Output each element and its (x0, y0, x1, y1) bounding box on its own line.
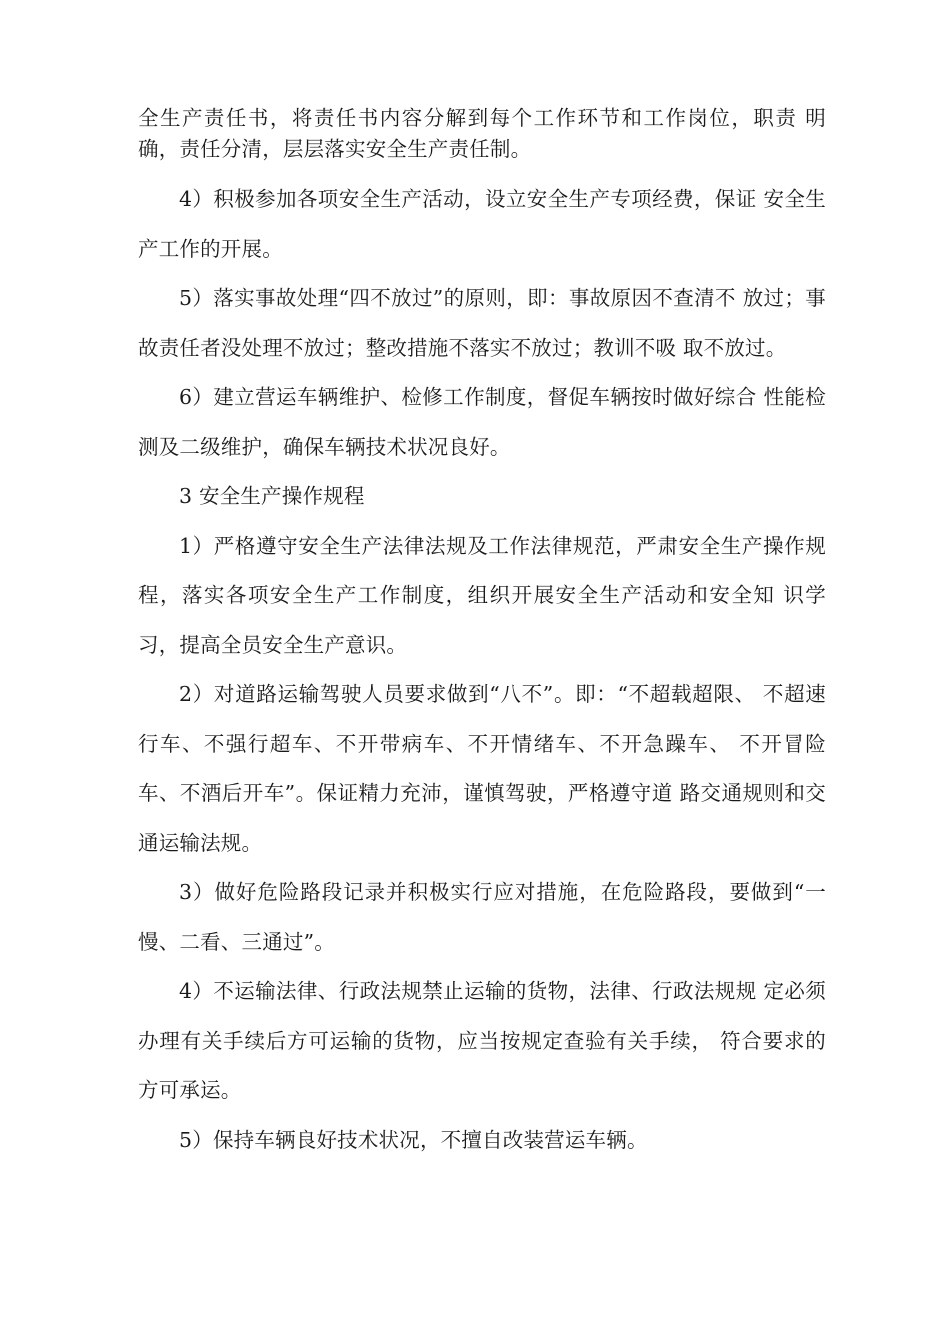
paragraph-rule-3-dangerous-sections: 3）做好危险路段记录并积极实行应对措施，在危险路段，要做到“一慢、二看、三通过”。 (138, 880, 826, 954)
paragraph-item-6-maintenance: 6）建立营运车辆维护、检修工作制度，督促车辆按时做好综合 性能检测及二级维护，确保车辆技术状况良好。 (138, 385, 826, 459)
paragraph-rule-1-compliance: 1）严格遵守安全生产法律法规及工作法律规范，严肃安全生产操作规程，落实各项安全生产工作制度，组织开展安全生产活动和安全知 识学习，提高全员安全生产意识。 (138, 533, 826, 657)
paragraph-rule-2-eight-nots: 2）对道路运输驾驶人员要求做到“八不”。即：“不超载超限、 不超速行车、不强行超车、不开带病车、不开情绪车、不开急躁车、 不开冒险车、不酒后开车”。保证精力充沛，谨慎驾驶，严格遵守道 路交通规则和交通运输法规。 (138, 682, 826, 855)
paragraph-rule-5-vehicle-condition: 5）保持车辆良好技术状况，不擅自改装营运车辆。 (179, 1127, 648, 1152)
paragraph-item-5-four-nots: 5）落实事故处理“四不放过”的原则，即：事故原因不查清不 放过；事故责任者没处理不放过；整改措施不落实不放过；教训不吸 取不放过。 (138, 286, 826, 360)
paragraph-rule-4-prohibited-goods: 4）不运输法律、行政法规禁止运输的货物，法律、行政法规规 定必须办理有关手续后方可运输的货物，应当按规定查验有关手续， 符合要求的方可承运。 (138, 979, 826, 1102)
paragraph-item-4-activities: 4）积极参加各项安全生产活动，设立安全生产专项经费，保证 安全生产工作的开展。 (138, 187, 826, 261)
document-body (138, 103, 826, 1165)
section-heading-operating-rules: 3 安全生产操作规程 (179, 484, 365, 508)
paragraph-responsibility-contract: 全生产责任书，将责任书内容分解到每个工作环节和工作岗位，职责 明确，责任分清，层层落实安全生产责任制。 (138, 106, 826, 161)
